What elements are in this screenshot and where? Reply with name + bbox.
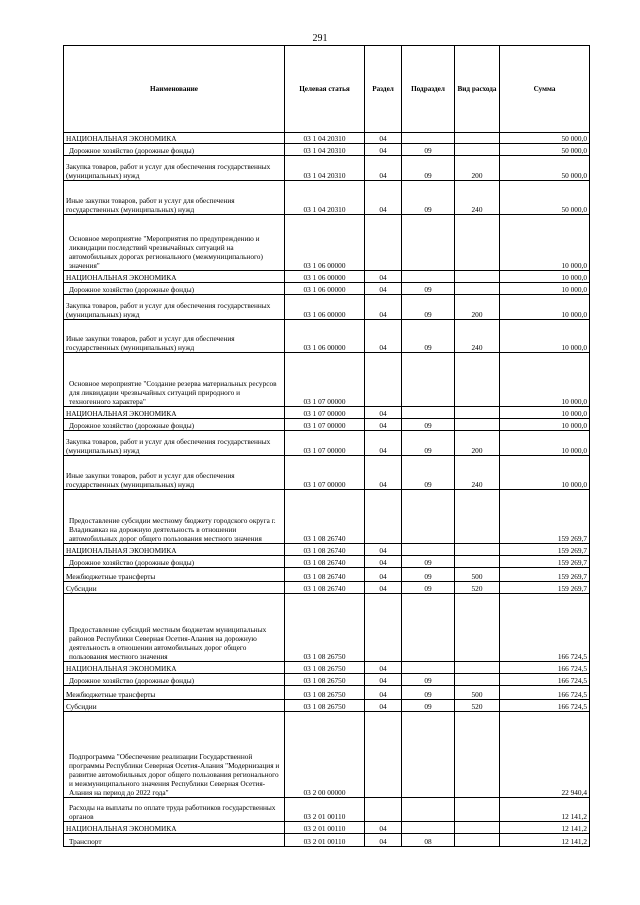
row-amount: 159 269,7 [500,544,590,556]
row-expense-type: 240 [455,320,500,353]
row-section: 04 [365,156,402,181]
row-name: Расходы на выплаты по оплате труда работников государственных органов [64,798,285,822]
row-expense-type: 500 [455,568,500,582]
row-target-article: 03 1 06 00000 [285,271,365,283]
row-expense-type [455,490,500,544]
row-target-article: 03 2 00 00000 [285,712,365,798]
budget-table [63,45,590,847]
row-name: Иные закупки товаров, работ и услуг для обеспечения государственных (муниципальных) нужд [64,181,285,215]
header-amount: Сумма [500,46,590,133]
row-name: Субсидии [64,700,285,712]
row-subsection: 08 [402,834,455,847]
row-name: Основное мероприятие "Мероприятия по предупреждению и ликвидации последствий чрезвычайных ситуаций на автомобильных дорогах регионального (межмуниципального) значения" [64,215,285,271]
page-number: 291 [312,33,328,44]
table-row [64,674,590,686]
row-amount: 10 000,0 [500,419,590,431]
row-name: Закупка товаров, работ и услуг для обеспечения государственных (муниципальных) нужд [64,295,285,320]
table-row [64,456,590,490]
row-subsection: 09 [402,144,455,156]
row-expense-type [455,215,500,271]
row-amount: 12 141,2 [500,822,590,834]
row-expense-type [455,798,500,822]
row-expense-type [455,822,500,834]
row-target-article: 03 1 07 00000 [285,419,365,431]
row-target-article: 03 1 06 00000 [285,295,365,320]
table-row [64,568,590,582]
row-section: 04 [365,133,402,144]
row-name: Иные закупки товаров, работ и услуг для обеспечения государственных (муниципальных) нужд [64,320,285,353]
table-row [64,144,590,156]
header-expense-type: Вид расхода [455,46,500,133]
table-row [64,431,590,456]
row-amount: 159 269,7 [500,490,590,544]
row-name: Дорожное хозяйство (дорожные фонды) [64,556,285,568]
row-amount: 10 000,0 [500,353,590,407]
row-expense-type [455,544,500,556]
table-row [64,353,590,407]
row-name: Закупка товаров, работ и услуг для обеспечения государственных (муниципальных) нужд [64,431,285,456]
row-section: 04 [365,320,402,353]
table-row [64,662,590,674]
row-subsection: 09 [402,419,455,431]
row-expense-type [455,283,500,295]
row-target-article: 03 1 07 00000 [285,407,365,419]
row-subsection: 09 [402,295,455,320]
row-subsection: 09 [402,456,455,490]
row-target-article: 03 1 07 00000 [285,456,365,490]
row-target-article: 03 1 04 20310 [285,181,365,215]
row-name: Субсидии [64,582,285,594]
row-target-article: 03 1 08 26750 [285,686,365,700]
table-row [64,594,590,662]
header-target-article: Целевая статья [285,46,365,133]
row-subsection: 09 [402,431,455,456]
row-target-article: 03 1 08 26740 [285,490,365,544]
row-section: 04 [365,822,402,834]
row-name: Дорожное хозяйство (дорожные фонды) [64,144,285,156]
row-section: 04 [365,456,402,490]
row-target-article: 03 1 04 20310 [285,133,365,144]
row-amount: 50 000,0 [500,144,590,156]
row-subsection: 09 [402,686,455,700]
row-target-article: 03 1 08 26740 [285,556,365,568]
row-subsection [402,662,455,674]
row-amount: 159 269,7 [500,582,590,594]
row-target-article: 03 1 06 00000 [285,215,365,271]
row-section: 04 [365,662,402,674]
row-amount: 10 000,0 [500,431,590,456]
table-row [64,834,590,847]
row-amount: 166 724,5 [500,662,590,674]
row-amount: 10 000,0 [500,456,590,490]
table-row [64,271,590,283]
row-expense-type [455,834,500,847]
row-subsection [402,407,455,419]
row-subsection [402,594,455,662]
row-target-article: 03 1 07 00000 [285,431,365,456]
row-expense-type: 500 [455,686,500,700]
row-section [365,712,402,798]
row-amount: 50 000,0 [500,156,590,181]
row-amount: 50 000,0 [500,133,590,144]
row-expense-type [455,407,500,419]
table-body [64,133,590,847]
row-subsection: 09 [402,582,455,594]
row-target-article: 03 1 08 26740 [285,582,365,594]
row-section [365,353,402,407]
table-row [64,544,590,556]
row-expense-type [455,271,500,283]
row-target-article: 03 1 08 26740 [285,544,365,556]
row-target-article: 03 1 04 20310 [285,156,365,181]
row-name: Предоставление субсидий местным бюджетам муниципальных районов Республики Северная Осетия-Алания на дорожную деятельность в отношении автомобильных дорог общего пользования местного значения [64,594,285,662]
row-subsection [402,544,455,556]
row-amount: 166 724,5 [500,594,590,662]
row-amount: 22 940,4 [500,712,590,798]
row-section: 04 [365,674,402,686]
row-section: 04 [365,181,402,215]
table-header-row [64,46,590,133]
row-section [365,215,402,271]
row-section: 04 [365,144,402,156]
table-row [64,712,590,798]
table-row [64,320,590,353]
row-section: 04 [365,283,402,295]
row-section: 04 [365,295,402,320]
row-subsection: 09 [402,283,455,295]
row-name: НАЦИОНАЛЬНАЯ ЭКОНОМИКА [64,544,285,556]
row-name: Основное мероприятие "Создание резерва материальных ресурсов для ликвидации чрезвычайных ситуаций природного и техногенного характера" [64,353,285,407]
row-target-article: 03 2 01 00110 [285,834,365,847]
row-name: НАЦИОНАЛЬНАЯ ЭКОНОМИКА [64,271,285,283]
row-name: НАЦИОНАЛЬНАЯ ЭКОНОМИКА [64,133,285,144]
table-row [64,133,590,144]
row-amount: 166 724,5 [500,674,590,686]
table-row [64,686,590,700]
row-expense-type [455,419,500,431]
row-name: Подпрограмма "Обеспечение реализации Государственной программы Республики Северная Осетия-Алания "Модернизация и развитие автомобильных дорог общего пользования регионального и межмуниципального значения Республики Северная Осетия-Алания на период до 2022 года" [64,712,285,798]
row-expense-type [455,662,500,674]
row-amount: 10 000,0 [500,283,590,295]
row-section [365,594,402,662]
row-subsection: 09 [402,568,455,582]
row-amount: 166 724,5 [500,686,590,700]
row-expense-type [455,353,500,407]
table-row [64,700,590,712]
row-section: 04 [365,556,402,568]
row-subsection [402,712,455,798]
row-name: Дорожное хозяйство (дорожные фонды) [64,674,285,686]
row-expense-type: 200 [455,295,500,320]
row-subsection [402,215,455,271]
table-row [64,156,590,181]
row-section: 04 [365,582,402,594]
row-amount: 159 269,7 [500,568,590,582]
row-target-article: 03 1 06 00000 [285,320,365,353]
row-amount: 10 000,0 [500,271,590,283]
row-section: 04 [365,431,402,456]
row-expense-type: 520 [455,700,500,712]
row-subsection: 09 [402,181,455,215]
row-name: Межбюджетные трансферты [64,568,285,582]
row-subsection: 09 [402,320,455,353]
row-target-article: 03 1 07 00000 [285,353,365,407]
header-name: Наименование [64,46,285,133]
row-amount: 10 000,0 [500,295,590,320]
row-section: 04 [365,544,402,556]
row-section: 04 [365,568,402,582]
row-section: 04 [365,700,402,712]
row-section: 04 [365,686,402,700]
row-expense-type [455,556,500,568]
table-row [64,295,590,320]
row-name: Дорожное хозяйство (дорожные фонды) [64,283,285,295]
row-amount: 50 000,0 [500,181,590,215]
row-subsection [402,353,455,407]
row-subsection: 09 [402,700,455,712]
row-expense-type [455,594,500,662]
row-name: Межбюджетные трансферты [64,686,285,700]
row-target-article: 03 1 08 26750 [285,700,365,712]
table-row [64,822,590,834]
table-row [64,419,590,431]
row-amount: 166 724,5 [500,700,590,712]
row-amount: 10 000,0 [500,320,590,353]
row-expense-type: 240 [455,456,500,490]
table-row [64,556,590,568]
row-name: НАЦИОНАЛЬНАЯ ЭКОНОМИКА [64,407,285,419]
header-section: Раздел [365,46,402,133]
row-amount: 10 000,0 [500,215,590,271]
row-expense-type: 240 [455,181,500,215]
table-row [64,490,590,544]
row-subsection [402,822,455,834]
row-expense-type: 520 [455,582,500,594]
row-expense-type: 200 [455,156,500,181]
table-row [64,798,590,822]
row-section: 04 [365,271,402,283]
row-subsection [402,271,455,283]
row-target-article: 03 1 04 20310 [285,144,365,156]
row-amount: 12 141,2 [500,834,590,847]
row-subsection [402,490,455,544]
table-row [64,181,590,215]
row-amount: 10 000,0 [500,407,590,419]
row-section [365,798,402,822]
row-subsection [402,133,455,144]
row-section [365,490,402,544]
table-row [64,215,590,271]
table-row [64,582,590,594]
row-name: Дорожное хозяйство (дорожные фонды) [64,419,285,431]
row-expense-type [455,133,500,144]
table-row [64,283,590,295]
row-section: 04 [365,834,402,847]
row-section: 04 [365,419,402,431]
header-subsection: Подраздел [402,46,455,133]
row-name: Иные закупки товаров, работ и услуг для обеспечения государственных (муниципальных) нужд [64,456,285,490]
row-expense-type [455,674,500,686]
row-name: НАЦИОНАЛЬНАЯ ЭКОНОМИКА [64,662,285,674]
row-target-article: 03 1 08 26750 [285,674,365,686]
row-target-article: 03 2 01 00110 [285,798,365,822]
row-amount: 12 141,2 [500,798,590,822]
row-expense-type [455,712,500,798]
row-expense-type [455,144,500,156]
row-section: 04 [365,407,402,419]
table-row [64,407,590,419]
row-subsection: 09 [402,156,455,181]
row-target-article: 03 1 08 26750 [285,662,365,674]
row-name: Закупка товаров, работ и услуг для обеспечения государственных (муниципальных) нужд [64,156,285,181]
row-amount: 159 269,7 [500,556,590,568]
row-name: Предоставление субсидии местному бюджету городского округа г. Владикавказ на дорожную деятельность в отношении автомобильных дорог общего пользования местного значения [64,490,285,544]
row-subsection: 09 [402,556,455,568]
row-subsection [402,798,455,822]
row-name: Транспорт [64,834,285,847]
row-target-article: 03 2 01 00110 [285,822,365,834]
row-target-article: 03 1 08 26740 [285,568,365,582]
row-name: НАЦИОНАЛЬНАЯ ЭКОНОМИКА [64,822,285,834]
row-expense-type: 200 [455,431,500,456]
row-target-article: 03 1 06 00000 [285,283,365,295]
row-target-article: 03 1 08 26750 [285,594,365,662]
row-subsection: 09 [402,674,455,686]
